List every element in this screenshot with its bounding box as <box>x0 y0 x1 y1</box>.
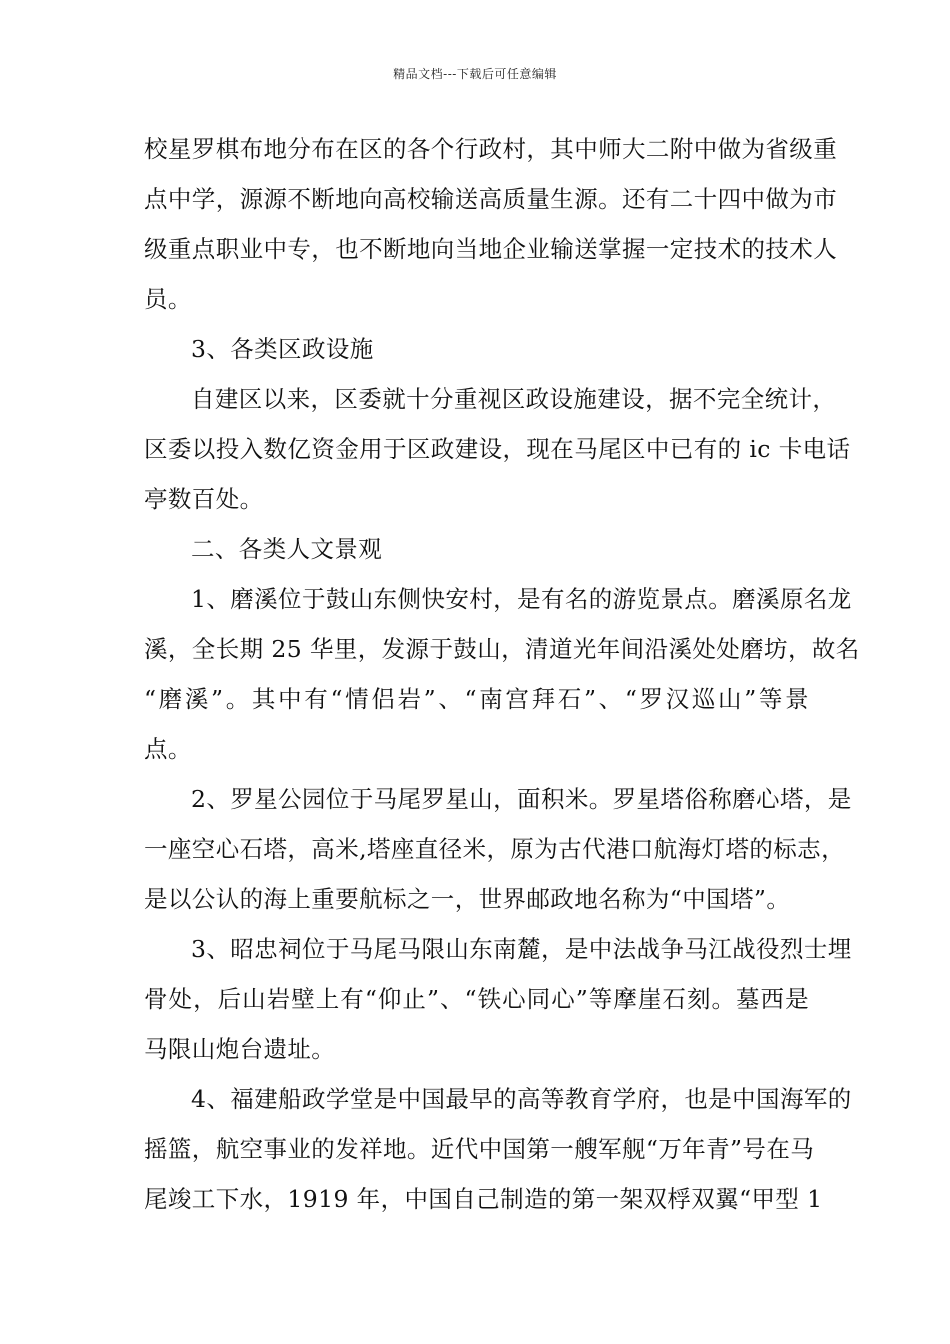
text-line: 区委以投入数亿资金用于区政建设，现在马尾区中已有的 ic 卡电话 <box>144 435 851 463</box>
text-line: 骨处，后山岩壁上有“仰止”、“铁心同心”等摩崖石刻。墓西是 <box>144 985 809 1013</box>
text-line: 亭数百处。 <box>144 485 264 513</box>
text-line: 校星罗棋布地分布在区的各个行政村，其中师大二附中做为省级重 <box>144 135 838 163</box>
text-line: 自建区以来，区委就十分重视区政设施建设，据不完全统计， <box>191 385 837 413</box>
section-heading: 3、各类区政设施 <box>191 335 374 363</box>
text-line: 1、磨溪位于鼓山东侧快安村，是有名的游览景点。磨溪原名龙 <box>191 585 852 613</box>
text-line: “磨溪”。其中有“情侣岩”、“南宫拜石”、“罗汉巡山”等景 <box>144 685 809 713</box>
text-line: 级重点职业中专，也不断地向当地企业输送掌握一定技术的技术人 <box>144 235 838 263</box>
text-line: 尾竣工下水，1919 年，中国自己制造的第一架双桴双翼“甲型 1 <box>144 1185 823 1213</box>
section-heading: 二、各类人文景观 <box>191 535 383 563</box>
text-line: 员。 <box>144 285 192 313</box>
text-line: 3、昭忠祠位于马尾马限山东南麓，是中法战争马江战役烈士埋 <box>191 935 852 963</box>
page-header: 精品文档---下载后可任意编辑 <box>393 67 557 81</box>
text-line: 点中学，源源不断地向高校输送高质量生源。还有二十四中做为市 <box>144 185 838 213</box>
text-line: 溪，全长期 25 华里，发源于鼓山，清道光年间沿溪处处磨坊，故名 <box>144 635 860 663</box>
text-line: 4、福建船政学堂是中国最早的高等教育学府，也是中国海军的 <box>191 1085 852 1113</box>
text-line: 一座空心石塔，高米,塔座直径米，原为古代港口航海灯塔的标志， <box>144 835 845 863</box>
text-line: 点。 <box>144 735 192 763</box>
text-line: 是以公认的海上重要航标之一，世界邮政地名称为“中国塔”。 <box>144 885 791 913</box>
body-text <box>144 124 860 1224</box>
text-line: 2、罗星公园位于马尾罗星山，面积米。罗星塔俗称磨心塔，是 <box>191 785 852 813</box>
text-line: 摇篮，航空事业的发祥地。近代中国第一艘军舰“万年青”号在马 <box>144 1135 815 1163</box>
text-line: 马限山炮台遗址。 <box>144 1035 336 1063</box>
